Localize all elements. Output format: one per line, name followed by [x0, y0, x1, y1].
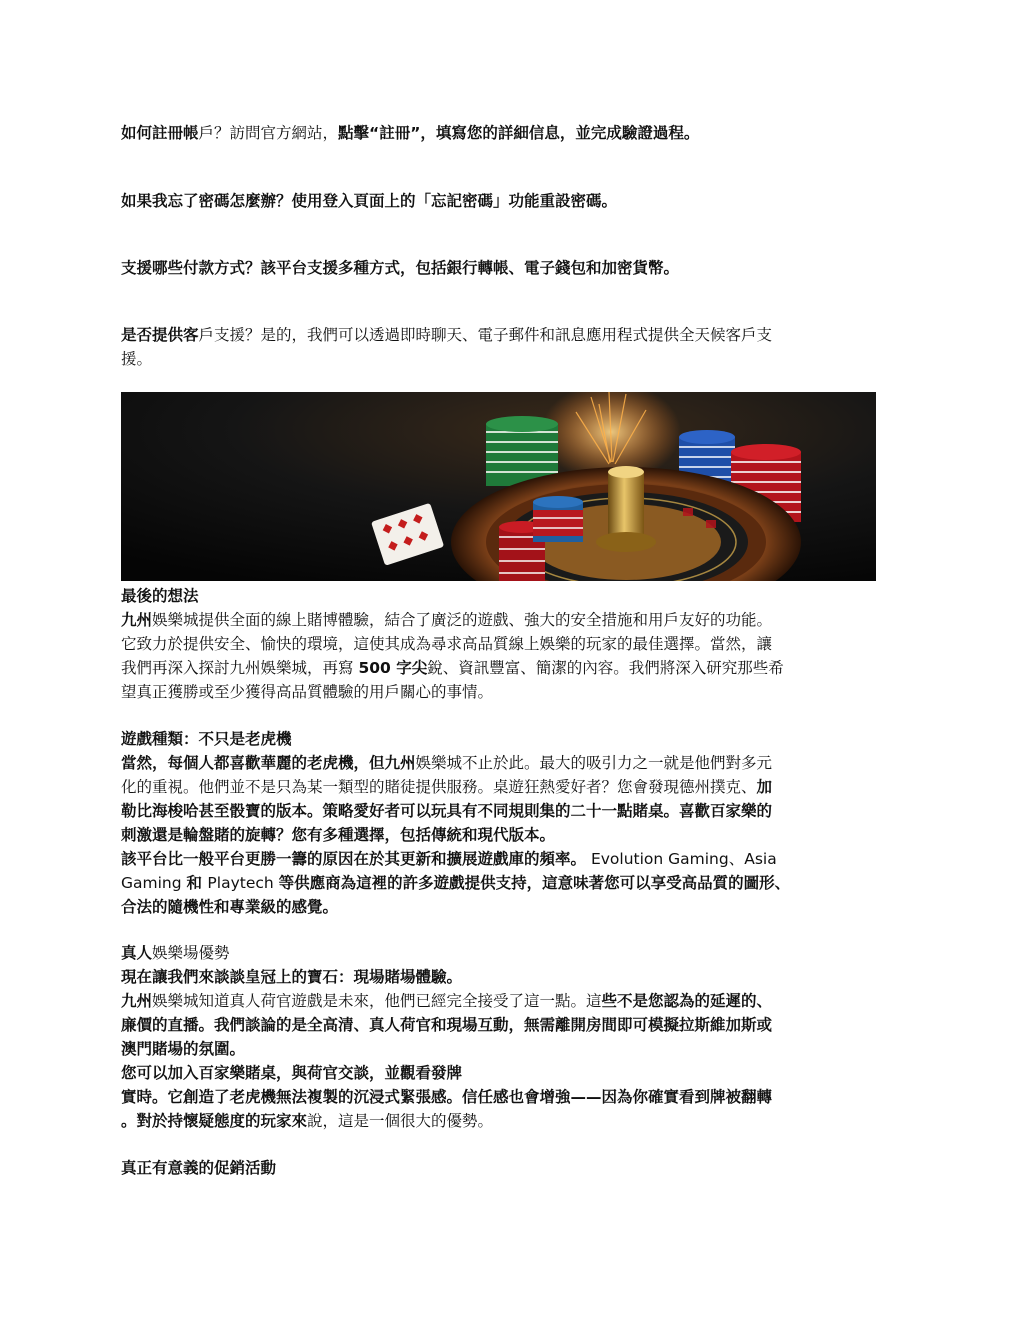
final-line-4: 望真正獲勝或至少獲得高品質體驗的用戶關心的事情。 [121, 683, 494, 701]
promo-heading: 真正有意義的促銷活動 [121, 1159, 277, 1177]
final-line-1: 九州娛樂城提供全面的線上賭博體驗，結合了廣泛的遊戲、強大的安全措施和用戶友好的功能。 [121, 611, 773, 629]
live-heading: 真人娛樂場優勢 [121, 944, 230, 962]
faq-password: 如果我忘了密碼怎麼辦？使用登入頁面上的「忘記密碼」功能重設密碼。 [121, 192, 618, 210]
final-line-3: 我們再深入探討九州娛樂城，再寫 500 字尖銳、資訊豐富、簡潔的內容。我們將深入研究那些希 [121, 659, 784, 677]
faq-payment: 支援哪些付款方式？該平台支援多種方式，包括銀行轉帳、電子錢包和加密貨幣。 [121, 259, 680, 277]
live-line-3: 廉價的直播。我們談論的是全高清、真人荷官和現場互動，無需離開房間即可模擬拉斯維加斯或 [121, 1016, 773, 1034]
live-line-5: 您可以加入百家樂賭桌，與荷官交談，並觀看發牌 [121, 1064, 463, 1082]
casino-roulette-image [121, 392, 876, 581]
roulette-illustration [121, 392, 876, 581]
games-heading: 遊戲種類：不只是老虎機 [121, 730, 292, 748]
live-line-6: 實時。它創造了老虎機無法複製的沉浸式緊張感。信任感也會增強——因為你確實看到牌被翻轉 [121, 1088, 773, 1106]
final-heading: 最後的想法 [121, 587, 199, 605]
live-line-2: 九州娛樂城知道真人荷官遊戲是未來，他們已經完全接受了這一點。這些不是您認為的延遲的、 [121, 992, 773, 1010]
live-line-4: 澳門賭場的氛圍。 [121, 1040, 246, 1058]
live-line-1: 現在讓我們來談談皇冠上的寶石：現場賭場體驗。 [121, 968, 463, 986]
games-line-1: 當然，每個人都喜歡華麗的老虎機，但九州娛樂城不止於此。最大的吸引力之一就是他們對多元 [121, 754, 773, 772]
faq-support: 是否提供客戶支援？是的，我們可以透過即時聊天、電子郵件和訊息應用程式提供全天候客戶支 [121, 326, 773, 344]
games-line-5: 該平台比一般平台更勝一籌的原因在於其更新和擴展遊戲庫的頻率。 Evolution Gaming、Asia [121, 850, 777, 868]
games-line-7: 合法的隨機性和專業級的感覺。 [121, 898, 339, 916]
games-line-3: 勒比海梭哈甚至骰寶的版本。策略愛好者可以玩具有不同規則集的二十一點賭桌。喜歡百家樂的 [121, 802, 773, 820]
final-line-2: 它致力於提供安全、愉快的環境，這使其成為尋求高品質線上娛樂的玩家的最佳選擇。當然，讓 [121, 635, 773, 653]
faq-support-cont: 援。 [121, 350, 153, 368]
games-line-4: 刺激還是輪盤賭的旋轉？您有多種選擇，包括傳統和現代版本。 [121, 826, 556, 844]
faq-register: 如何註冊帳戶？訪問官方網站，點擊“註冊”，填寫您的詳細信息，並完成驗證過程。 [121, 124, 700, 142]
games-line-6: Gaming 和 Playtech 等供應商為這裡的許多遊戲提供支持，這意味著您可以享受高品質的圖形、 [121, 874, 791, 892]
games-line-2: 化的重視。他們並不是只為某一類型的賭徒提供服務。桌遊狂熱愛好者？您會發現德州撲克、加 [121, 778, 773, 796]
live-line-7: 。對於持懷疑態度的玩家來說，這是一個很大的優勢。 [121, 1112, 494, 1130]
